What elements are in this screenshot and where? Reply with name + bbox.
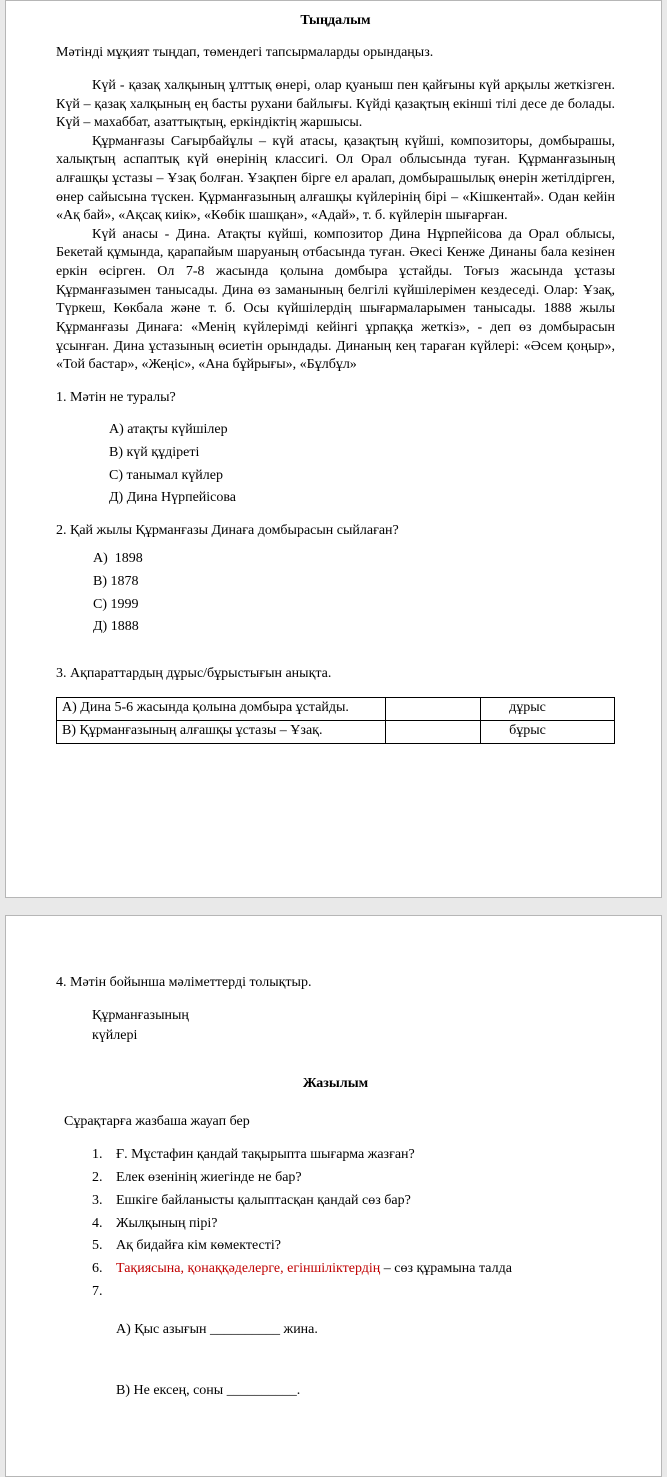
- question-item-2: [92, 1169, 615, 1188]
- writing-section-title: Жазылым: [302, 1075, 369, 1091]
- writing-instruction: Сұрақтарға жазбаша жауап бер: [64, 1113, 250, 1129]
- document-page-2: [5, 915, 662, 1477]
- item-text: [116, 1260, 615, 1279]
- item-text: Ешкіге байланысты қалыптасқан қандай сөз бар?: [116, 1192, 411, 1208]
- table-row: [57, 698, 615, 721]
- statement-cell: А) Дина 5-6 жасында қолына домбыра ұстайды.: [57, 698, 386, 721]
- reading-text-paragraph-2: Құрманғазы Сағырбайұлы – күй атасы, қазақтың күйші, композиторы, домбырашы, халықтың аспаптық күй өнерінің классигі. Ол Орал облысында туған. Құрманғазының алғашқы ұстазы – Ұзақ болған. Ұзақпен бірге ел аралап, домбырашылық өнерін жетілдірген, өнер сайысына түскен. Құрманғазының алғашқы күйлерінің бірі – «Кішкентай». Одан кейін «Ақ бай», «Ақсақ киік», «Көбік шашқан», «Адай», т. б. күйлерін шығарған.: [56, 133, 615, 224]
- item-number: 4.: [92, 1215, 103, 1231]
- item-text: Елек өзенінің жиегінде не бар?: [116, 1169, 302, 1185]
- question-item-4: [92, 1215, 615, 1234]
- item-number: 7.: [92, 1284, 103, 1300]
- item-text: Ғ. Мұстафин қандай тақырыпта шығарма жазған?: [116, 1146, 415, 1162]
- item-number: 1.: [92, 1146, 103, 1162]
- question-3-text: 3. Ақпараттардың дұрыс/бұрыстығын анықта.: [56, 665, 332, 681]
- question-1-option-d: Д) Дина Нүрпейісова: [109, 490, 237, 506]
- item-number: 6.: [92, 1261, 103, 1277]
- true-false-table: [56, 697, 615, 744]
- question-item-3: [92, 1192, 615, 1211]
- question-1-option-c: С) танымал күйлер: [109, 467, 223, 483]
- question-2-option-c: С) 1999: [93, 596, 139, 612]
- question-1-option-a: А) атақты күйшілер: [109, 422, 228, 438]
- table-row: [57, 721, 615, 744]
- item-text: Жылқының пірі?: [116, 1215, 218, 1231]
- reading-text-paragraph-1: Күй - қазақ халқының ұлттық өнері, олар қуаныш пен қайғыны күй арқылы жеткізген. Күй – қазақ халқының ең басты рухани байлығы. Күйді қазақтың екінші тілі десе де болады. Күй – махаббат, азаттықтың, еркіндіктің жаршысы.: [56, 78, 615, 131]
- question-2-option-b: В) 1878: [93, 574, 139, 590]
- question-item-6: [92, 1260, 615, 1279]
- question-2-option-a: А) 1898: [93, 551, 143, 567]
- answer-cell: бұрыс: [481, 721, 615, 744]
- question-2-text: 2. Қай жылы Құрманғазы Динаға домбырасын сыйлаған?: [56, 522, 399, 538]
- highlighted-words: Тақиясына, қонаққәделерге, егіншіліктердің: [116, 1261, 381, 1277]
- statement-cell: В) Құрманғазының алғашқы ұстазы – Ұзақ.: [57, 721, 386, 744]
- item-number: 5.: [92, 1238, 103, 1254]
- question-1-option-b: В) күй құдіреті: [109, 444, 200, 460]
- listening-section-title: Тыңдалым: [300, 13, 371, 28]
- item-number: 2.: [92, 1169, 103, 1185]
- page-break-gap: [5, 898, 662, 915]
- item-text: Ақ бидайға кім көмектесті?: [116, 1238, 281, 1254]
- question-4-subline-2: күйлері: [92, 1028, 138, 1044]
- blank-cell: [386, 698, 481, 721]
- question-item-1: [92, 1146, 615, 1165]
- answer-cell: дұрыс: [481, 698, 615, 721]
- writing-question-list: [92, 1146, 615, 1442]
- question-2-options: [93, 550, 615, 636]
- question-4-subline-1: Құрманғазының: [92, 1007, 189, 1023]
- listening-instruction: Мәтінді мұқият тыңдап, төмендегі тапсырмаларды орындаңыз.: [56, 45, 434, 60]
- reading-text-paragraph-3: Күй анасы - Дина. Атақты күйші, композитор Дина Нұрпейісова да Орал облысы, Бекетай құмында, қарапайым шаруаның отбасында туған. Әкесі Кенже Динаны бала кезінен еркін өсірген. Ол 7-8 жасында қолына домбыра ұстайды. Тоғыз жасында ұстазы Құрманғазымен танысады. Дина өз заманының белгілі күйшілерімен кездеседі. Олар: Ұзақ, Түркеш, Көкбала және т. б. Осы күйшілердің шығармаларымен танысады. 1888 жылы Құрманғазы Динаға: «Менің күйлерімді кейінгі ұрпаққа жеткіз», - деп өз домбырасын ұсынған. Дина ұстазының өсиетін орындады. Динаның кең тараған күйлері: «Әсем қоңыр», «Той бастар», «Жеңіс», «Ана бұйрығы», «Бұлбұл»: [56, 226, 615, 373]
- item-number: 3.: [92, 1192, 103, 1208]
- question-item-5: [92, 1237, 615, 1256]
- item-7-line-b: В) Не ексең, соны __________.: [116, 1382, 301, 1398]
- question-item-7: [92, 1283, 615, 1442]
- question-1-options: [109, 421, 615, 507]
- document-page-1: [5, 0, 662, 898]
- question-1-text: 1. Мәтін не туралы?: [56, 389, 176, 405]
- item-text-rest: – сөз құрамына талда: [380, 1261, 512, 1277]
- question-4-text: 4. Мәтін бойынша мәліметтерді толықтыр.: [56, 975, 312, 990]
- blank-cell: [386, 721, 481, 744]
- question-2-option-d: Д) 1888: [93, 619, 139, 635]
- item-text: [116, 1283, 615, 1442]
- item-7-line-a: А) Қыс азығын __________ жина.: [116, 1321, 318, 1337]
